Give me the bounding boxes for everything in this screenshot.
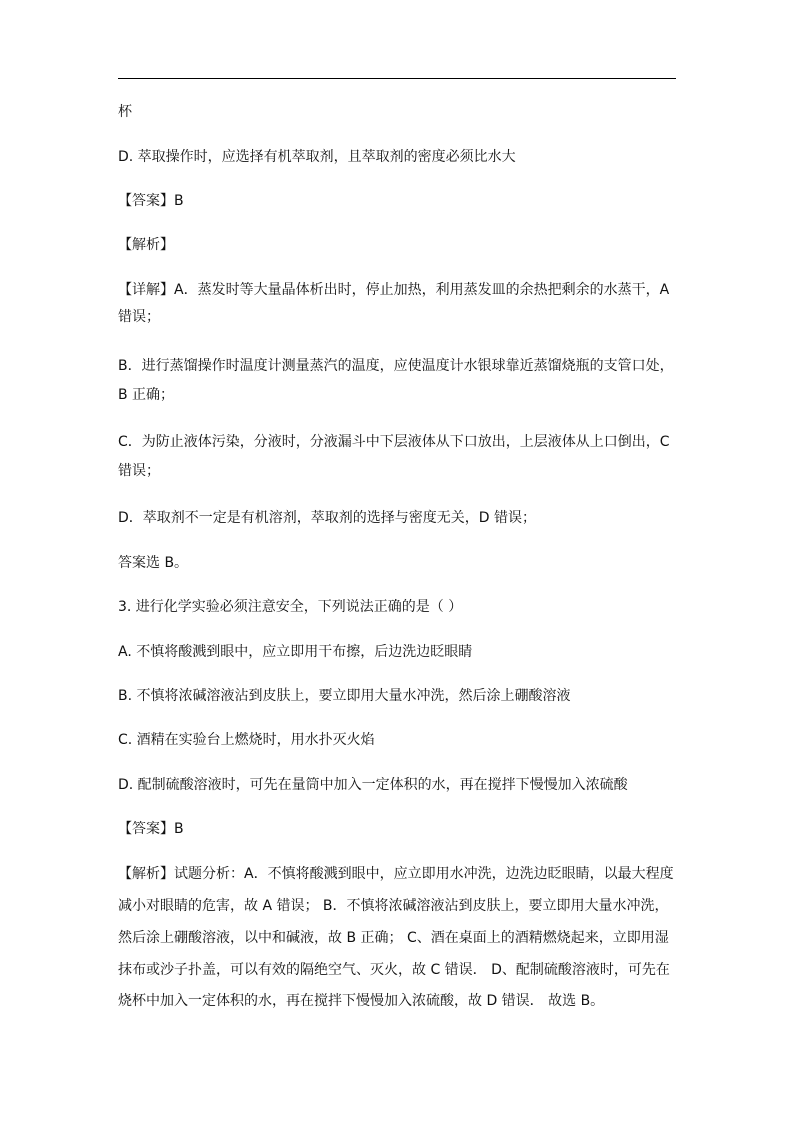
- analysis-line: 减小对眼睛的危害，故 A 错误； B．不慎将浓碱溶液沾到皮肤上，要立即用大量水冲洗，: [118, 898, 669, 914]
- detail-line: 错误；: [118, 309, 160, 325]
- detail-line: D．萃取剂不一定是有机溶剂，萃取剂的选择与密度无关，D 错误；: [118, 510, 537, 526]
- detail-line: 【详解】A．蒸发时等大量晶体析出时，停止加热，利用蒸发皿的余热把剩余的水蒸干，A: [118, 282, 670, 298]
- analysis-line: 抹布或沙子扑盖，可以有效的隔绝空气、灭火，故 C 错误． D、配制硫酸溶液时，可先在: [118, 962, 670, 978]
- detail-line: C．为防止液体污染，分液时，分液漏斗中下层液体从下口放出，上层液体从上口倒出，C: [118, 434, 670, 450]
- answer-label: 【答案】B: [118, 193, 184, 209]
- option-d: D. 萃取操作时，应选择有机萃取剂，且萃取剂的密度必须比水大: [118, 149, 516, 165]
- question-stem: 3. 进行化学实验必须注意安全，下列说法正确的是（ ）: [118, 599, 463, 615]
- detail-line: 错误；: [118, 463, 160, 479]
- detail-line: B 正确；: [118, 387, 175, 403]
- option-c: C. 酒精在实验台上燃烧时，用水扑灭火焰: [118, 732, 375, 748]
- detail-line: B．进行蒸馏操作时温度计测量蒸汽的温度，应使温度计水银球靠近蒸馏烧瓶的支管口处，: [118, 358, 674, 374]
- answer-summary: 答案选 B。: [118, 555, 189, 571]
- option-b: B. 不慎将浓碱溶液沾到皮肤上，要立即用大量水冲洗，然后涂上硼酸溶液: [118, 688, 571, 704]
- analysis-label: 【解析】: [118, 237, 174, 253]
- analysis-line: 【解析】试题分析：A．不慎将酸溅到眼中，应立即用水冲洗，边洗边眨眼睛，以最大程度: [118, 866, 674, 882]
- analysis-line: 烧杯中加入一定体积的水，再在搅拌下慢慢加入浓硫酸，故 D 错误． 故选 B。: [118, 993, 605, 1009]
- option-d: D. 配制硫酸溶液时，可先在量筒中加入一定体积的水，再在搅拌下慢慢加入浓硫酸: [118, 777, 628, 793]
- analysis-line: 然后涂上硼酸溶液，以中和碱液，故 B 正确； C、酒在桌面上的酒精燃烧起来，立即用湿: [118, 930, 669, 946]
- header-rule: [118, 78, 676, 79]
- answer-label: 【答案】B: [118, 821, 184, 837]
- text-line-continuation: 杯: [118, 104, 132, 120]
- option-a: A. 不慎将酸溅到眼中，应立即用干布擦，后边洗边眨眼睛: [118, 644, 473, 660]
